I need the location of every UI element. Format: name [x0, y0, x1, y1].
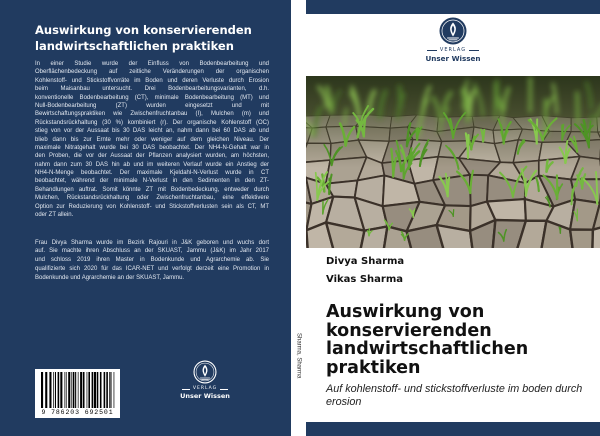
- top-band: [306, 0, 600, 14]
- isbn-barcode: [35, 369, 120, 418]
- back-publisher-logo: [170, 360, 240, 401]
- barcode-bar: [94, 372, 96, 408]
- book-abstract: [35, 60, 269, 219]
- author-name: Vikas Sharma: [326, 274, 403, 285]
- cover-photo: [306, 76, 600, 248]
- author-bio: [35, 239, 269, 283]
- text-line: qualifizierte sich 2020 für das ICAR-NET und verfolgt derzeit eine Promotion in: [35, 266, 269, 273]
- barcode-bar: [49, 372, 51, 408]
- isbn-digits: 9 786203 692501: [41, 409, 114, 416]
- book-title: [326, 303, 528, 377]
- barcode-bar: [58, 372, 60, 408]
- barcode-bar: [73, 372, 75, 408]
- imprint-label: VERLAG: [192, 386, 218, 391]
- imprint-rule-right: [220, 389, 228, 390]
- text-line: Kohlenstoff- und Stickstoffvorräte im Boden und deren Verluste durch Erosion: [35, 77, 269, 84]
- barcode-bar: [68, 372, 70, 408]
- back-title-line: landwirtschaftlichen praktiken: [35, 39, 234, 53]
- back-title-line: Auswirkung von konservierenden: [35, 23, 252, 37]
- barcode-bar: [110, 372, 111, 408]
- publisher-emblem-icon: [193, 360, 217, 384]
- barcode-bar: [71, 372, 72, 408]
- blurred-blade: [497, 81, 498, 107]
- back-cover: [0, 0, 291, 436]
- text-line: auf. Sie machte ihren Abschluss an der SKUAST, Jammu (J&K) im Jahr 2017: [35, 248, 269, 255]
- spine-authors: Sharma, Sharma: [295, 333, 302, 379]
- barcode-bar: [104, 372, 106, 408]
- text-line: beim Maisanbau untersucht. Drei Bodenbearbeitungsvarianten, d.h.: [35, 86, 269, 93]
- barcode-bar: [45, 372, 47, 408]
- text-line: NH4-N-Menge beobachtet. Der maximale Kjeldahl-N-Verlust wurde in CT: [35, 170, 269, 177]
- imprint-rule-right: [469, 50, 479, 51]
- text-line: Rückstandsrückhaltung (30 %) kombiniert (r). Der organische Kohlenstoff (OC): [35, 119, 269, 126]
- barcode-bar: [78, 372, 79, 408]
- barcode-bar: [100, 372, 102, 408]
- title-line: Auswirkung von: [326, 302, 485, 322]
- barcode-bar: [53, 372, 54, 408]
- imprint-rule-left: [182, 389, 190, 390]
- text-line: konventionelle Bodenbearbeitung (CT), minimale Bodenbearbeitung (MT) und: [35, 94, 269, 101]
- barcode-bar: [87, 372, 88, 408]
- text-line: In einer Studie wurde der Einfluss von Bodenbearbeitung und: [35, 61, 269, 67]
- text-line: Option zur Reduzierung von Kohlenstoff- und Stickstoffverlusten sein als CT, MT: [35, 203, 269, 210]
- text-line: und schloss 2019 ihren Master in Bodenkunde und Agrarchemie ab. Sie: [35, 257, 269, 264]
- barcode-bar: [88, 372, 90, 408]
- barcode-bar: [66, 372, 67, 408]
- imprint-label: VERLAG: [439, 47, 467, 53]
- barcode-bar: [65, 372, 66, 408]
- barcode-bar: [92, 372, 94, 408]
- publisher-emblem-icon: [439, 17, 467, 45]
- back-cover-title: [35, 22, 252, 54]
- blurred-blade: [577, 93, 578, 124]
- seedling-leaf: [483, 130, 484, 141]
- publisher-name: Unser Wissen: [425, 54, 481, 63]
- publisher-imprint: [306, 47, 600, 54]
- imprint-rule-left: [427, 50, 437, 51]
- spine: [291, 0, 306, 436]
- text-line: nahm dann zum 30 DAS hin ab und im weiteren Verlauf wurde ein Anstieg der: [35, 161, 269, 168]
- front-publisher-logo: [306, 17, 600, 64]
- text-line: Null-Bodenbearbeitung (ZT) wurden eingesetzt und mit: [35, 102, 269, 109]
- barcode-bar: [97, 372, 99, 408]
- text-line: maximale Nitratgehalt wurde bei 30 DAS beobachtet. Der NH4-N-Gehalt war in: [35, 144, 269, 151]
- publisher-name: Unser Wissen: [180, 392, 230, 400]
- barcode-bar: [109, 372, 110, 408]
- soil-plate: [570, 230, 593, 249]
- text-line: den Proben, die vor der Aussaat der Pflanzen analysiert wurden, am höchsten,: [35, 153, 269, 160]
- barcode-bar: [55, 372, 56, 408]
- text-line: Mulchen, Rückstandsrückhaltung oder Zwischenfruchtanbau, eine effektivere: [35, 195, 269, 202]
- barcode-bar: [83, 372, 85, 408]
- barcode-bar: [114, 372, 115, 408]
- text-line: stieg von vor der Aussaat bis 30 DAS leicht an, nahm dann bei 60 DAS ab und: [35, 128, 269, 135]
- text-line: Behandlungen auftrat. Somit könnte ZT mit Bodenbedeckung, entweder durch: [35, 186, 269, 193]
- title-line: landwirtschaftlichen: [326, 339, 529, 359]
- text-line: Bewirtschaftungspraktiken wie Zwischenfruchtanbau (I), Mulchen (m) und: [35, 111, 269, 118]
- barcode-bar: [106, 372, 108, 408]
- author-name: Divya Sharma: [326, 256, 405, 267]
- text-line: Oberflächenbedeckung auf zeitliche Veränderungen der organischen: [35, 69, 269, 76]
- barcode-bar: [80, 372, 82, 408]
- seedling-leaf: [547, 160, 548, 171]
- text-line: Bodenkunde und Agrarchemie an der SKUAST, Jammu.: [35, 275, 185, 282]
- title-line: praktiken: [326, 357, 421, 378]
- bottom-band: [306, 422, 600, 436]
- text-line: oder ZT allein.: [35, 212, 74, 219]
- seedling-leaf: [403, 165, 404, 179]
- text-line: Frau Divya Sharma wurde im Bezirk Rajouri in J&K geboren und wuchs dort: [35, 239, 269, 246]
- barcode-bars: [39, 372, 116, 408]
- barcode-bar: [41, 372, 43, 408]
- front-cover: [306, 0, 600, 436]
- title-line: konservierenden: [326, 320, 492, 341]
- book-subtitle: Auf kohlenstoff- und stickstoffverluste im boden durch erosion: [326, 383, 583, 408]
- author-list: [326, 253, 404, 289]
- seedling-leaf: [417, 129, 418, 140]
- text-line: beobachtet, während der minimale N-Verlust in den Sedimenten in den ZT-: [35, 178, 269, 185]
- barcode-bar: [60, 372, 62, 408]
- text-line: blieb dann bis zur Ernte mehr oder weniger auf dem gleichen Niveau. Der: [35, 136, 269, 143]
- barcode-bar: [75, 372, 76, 408]
